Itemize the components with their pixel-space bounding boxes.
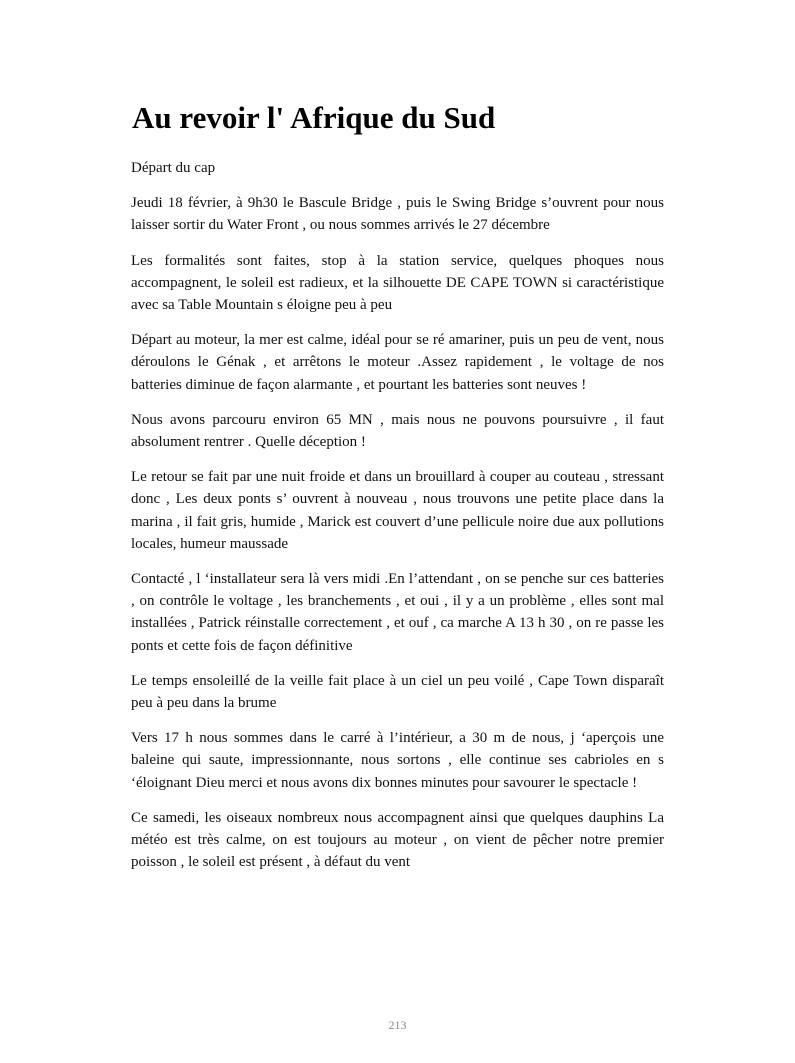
- paragraph: Nous avons parcouru environ 65 MN , mais nous ne pouvons poursuivre , il faut absolument rentrer . Quelle déception !: [131, 411, 664, 451]
- paragraph-subtitle: Départ du cap: [131, 160, 216, 176]
- paragraph: Les formalités sont faites, stop à la station service, quelques phoques nous accompagnent, le soleil est radieux, et la silhouette DE CAPE TOWN si caractéristique avec sa Table Mountain s éloigne peu à peu: [131, 252, 664, 314]
- paragraph: Le temps ensoleillé de la veille fait place à un ciel un peu voilé , Cape Town disparaît peu à peu dans la brume: [131, 672, 664, 712]
- page-title: Au revoir l' Afrique du Sud: [132, 100, 496, 135]
- paragraph: Départ au moteur, la mer est calme, idéal pour se ré amariner, puis un peu de vent, nous déroulons le Génak , et arrêtons le moteur .Assez rapidement , le voltage de nos batteries diminue de façon alarmante , et pourtant les batteries sont neuves !: [131, 332, 664, 393]
- page-number: 213: [388, 1018, 407, 1032]
- paragraph: Le retour se fait par une nuit froide et dans un brouillard à couper au couteau , stressant donc , Les deux ponts s’ ouvrent à nouveau , nous trouvons une petite place dans la marina , il fait gris, humide , Marick est couvert d’une pellicule noire due aux pollutions locales, humeur maussade: [131, 469, 664, 552]
- paragraph: Ce samedi, les oiseaux nombreux nous accompagnent ainsi que quelques dauphins La météo est très calme, on est toujours au moteur , on vient de pêcher notre premier poisson , le soleil est présent , à défaut du vent: [131, 809, 664, 871]
- paragraph: Contacté , l ‘installateur sera là vers midi .En l’attendant , on se penche sur ces batteries , on contrôle le voltage , les branchements , et oui , il y a un problème , elles sont mal installées , Patrick réinstalle correctement , et ouf , ca marche A 13 h 30 , on re passe les ponts et cette fois de façon définitive: [131, 571, 664, 654]
- body-text: [131, 157, 664, 886]
- paragraph: Vers 17 h nous sommes dans le carré à l’intérieur, a 30 m de nous, j ‘aperçois une baleine qui saute, impressionnante, nous sortons , elle continue ses cabrioles en s ‘éloignant Dieu merci et nous avons dix bonnes minutes pour savourer le spectacle !: [131, 730, 664, 791]
- paragraph: Jeudi 18 février, à 9h30 le Bascule Bridge , puis le Swing Bridge s’ouvrent pour nous laisser sortir du Water Front , ou nous sommes arrivés le 27 décembre: [131, 195, 664, 234]
